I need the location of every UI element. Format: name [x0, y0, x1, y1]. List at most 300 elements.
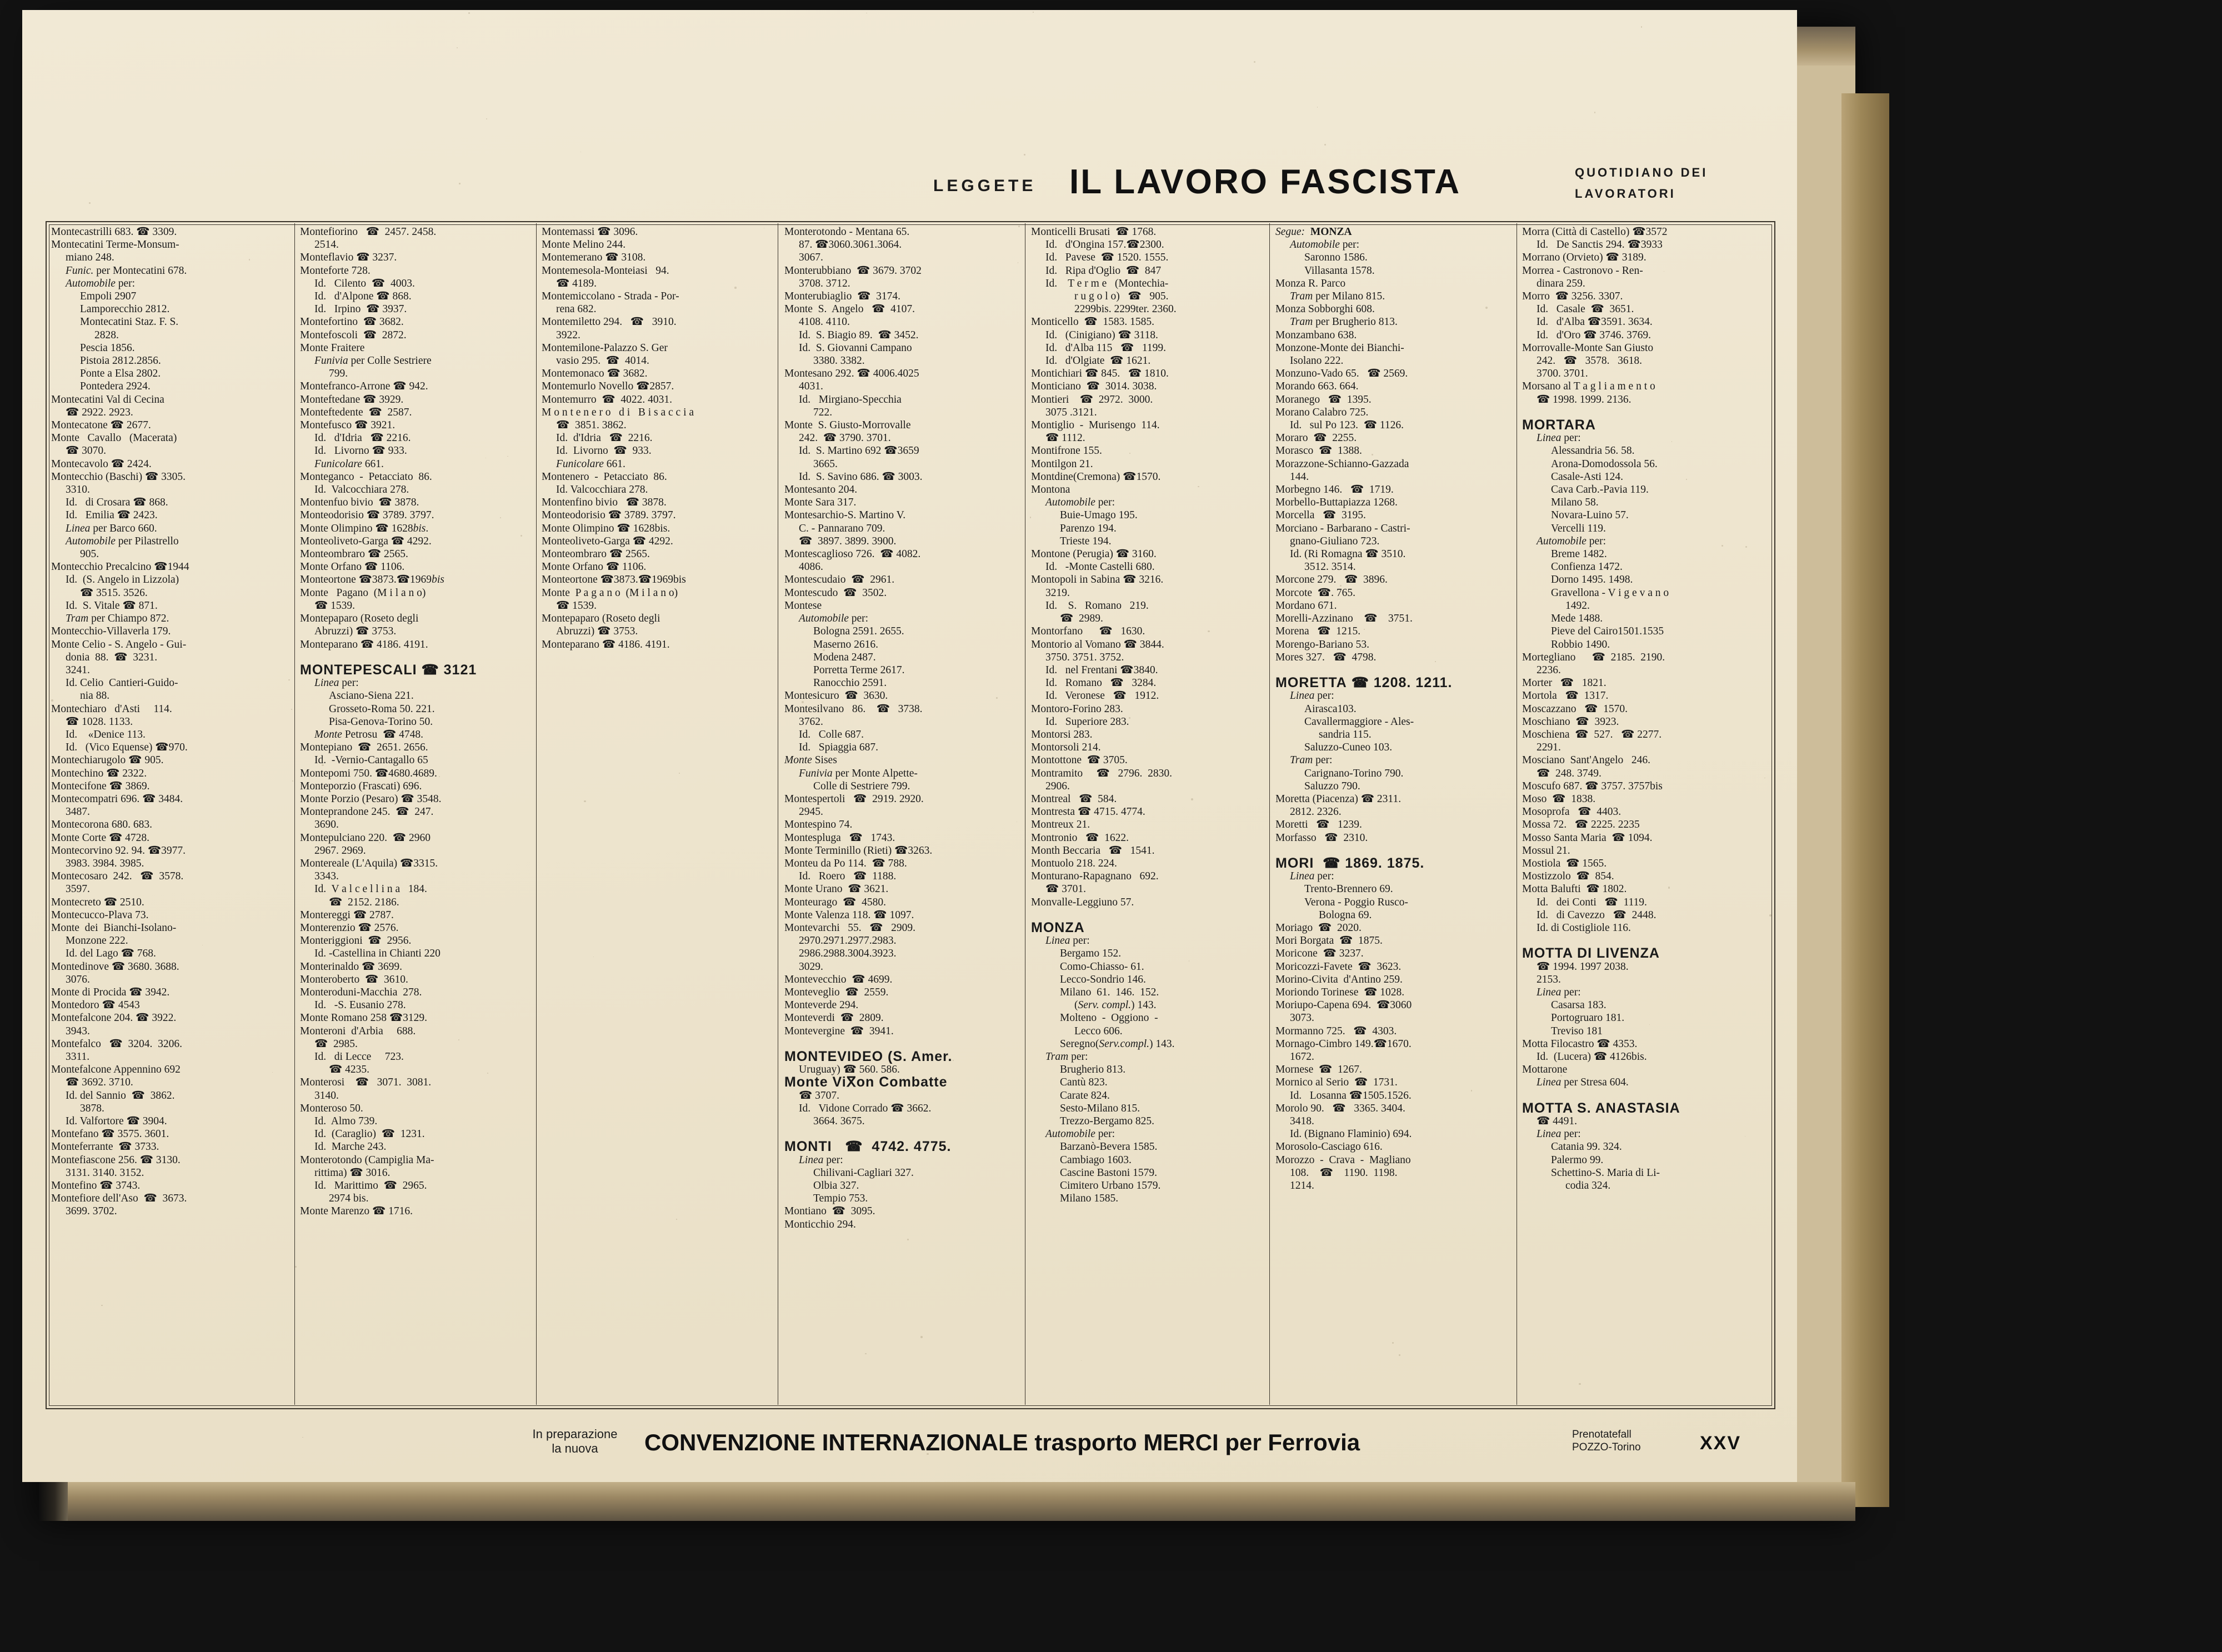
- directory-entry: Id. nel Frentani ☎3840.: [1045, 664, 1158, 676]
- directory-entry: Id. (Lucera) ☎ 4126bis.: [1537, 1051, 1647, 1063]
- directory-entry: Moscufo 687. ☎ 3757. 3757bis: [1522, 780, 1663, 792]
- directory-entry: Montramito ☎ 2796. 2830.: [1031, 767, 1172, 779]
- directory-entry: Mostiola ☎ 1565.: [1522, 857, 1607, 869]
- directory-entry: Montilgon 21.: [1031, 458, 1093, 470]
- paper-speck: [802, 701, 804, 703]
- paper-speck: [1364, 629, 1365, 630]
- directory-entry: Cascine Bastoni 1579.: [1060, 1167, 1157, 1179]
- directory-entry: Mornico al Serio ☎ 1731.: [1275, 1077, 1398, 1089]
- directory-entry: ☎ 3701.: [1045, 883, 1087, 895]
- directory-entry: Monte Fraitere: [300, 342, 365, 354]
- directory-entry: Montecatini Terme-Monsum-: [51, 239, 179, 251]
- directory-entry: Moso ☎ 1838.: [1522, 793, 1596, 805]
- directory-entry: Lecco-Sondrio 146.: [1060, 973, 1146, 985]
- directory-entry: Id. Losanna ☎1505.1526.: [1290, 1089, 1412, 1102]
- directory-entry: Montenero - Petacciato 86.: [542, 470, 667, 483]
- directory-entry: Moranego ☎ 1395.: [1275, 393, 1372, 406]
- directory-entry: Monte Porzio (Pesaro) ☎ 3548.: [300, 793, 442, 805]
- directory-entry: ☎ 3692. 3710.: [66, 1077, 133, 1089]
- directory-entry: Saluzzo 790.: [1304, 780, 1360, 792]
- directory-entry: Carate 824.: [1060, 1089, 1110, 1102]
- directory-entry: Morcone 279. ☎ 3896.: [1275, 574, 1388, 586]
- directory-entry: 2291.: [1537, 742, 1561, 754]
- paper-speck: [1392, 1342, 1394, 1344]
- directory-entry: MONZA: [1031, 919, 1085, 935]
- directory-entry: Bergamo 152.: [1060, 948, 1122, 960]
- directory-entry: Montecosaro 242. ☎ 3578.: [51, 870, 184, 883]
- book-page-edge: [1841, 93, 1889, 1507]
- directory-column-3: [542, 226, 772, 651]
- directory-entry: Moriago ☎ 2020.: [1275, 922, 1362, 934]
- directory-entry: Mortola ☎ 1317.: [1522, 690, 1609, 702]
- directory-entry: Grosseto-Roma 50. 221.: [329, 703, 435, 715]
- directory-entry: Id. (S. Angelo in Lizzola): [66, 574, 179, 586]
- directory-entry: Montemilone-Palazzo S. Ger: [542, 342, 668, 354]
- directory-entry: vasio 295. ☎ 4014.: [556, 355, 649, 367]
- directory-entry: Id. De Sanctis 294. ☎3933: [1537, 239, 1663, 251]
- directory-entry: 3762.: [799, 715, 823, 728]
- paper-speck: [1024, 154, 1025, 156]
- paper-speck: [953, 1060, 954, 1061]
- directory-entry: Monteoliveto-Garga ☎ 4292.: [542, 535, 673, 547]
- directory-entry: Id. (Ri Romagna ☎ 3510.: [1290, 548, 1406, 560]
- directory-entry: Montefano ☎ 3575. 3601.: [51, 1128, 169, 1140]
- paper-speck: [1671, 441, 1672, 442]
- directory-entry: 2970.2971.2977.2983.: [799, 935, 897, 947]
- directory-entry: Id. d'Oro ☎ 3746. 3769.: [1537, 329, 1651, 341]
- directory-entry: Lamporecchio 2812.: [80, 303, 170, 316]
- directory-entry: MORTARA: [1522, 417, 1596, 433]
- directory-entry: 3690.: [314, 819, 339, 831]
- directory-entry: Montefiascone 256. ☎ 3130.: [51, 1154, 181, 1166]
- directory-entry: Montreal ☎ 584.: [1031, 793, 1117, 805]
- directory-entry: Mosoprofa ☎ 4403.: [1522, 806, 1622, 818]
- directory-entry: Monte S. Giusto-Morrovalle: [784, 419, 911, 432]
- directory-entry: Moretti ☎ 1239.: [1275, 819, 1362, 831]
- directory-entry: rena 682.: [556, 303, 597, 316]
- directory-entry: 108. ☎ 1190. 1198.: [1290, 1167, 1398, 1179]
- directory-entry: Moschiena ☎ 527. ☎ 2277.: [1522, 728, 1662, 740]
- directory-entry: Morosolo-Casciago 616.: [1275, 1141, 1383, 1153]
- directory-entry: Funicolare 661.: [556, 458, 625, 470]
- directory-entry: Monteprandone 245. ☎ 247.: [300, 806, 434, 818]
- directory-entry: Montepaparo (Roseto degli: [542, 613, 660, 625]
- footer-headline: CONVENZIONE INTERNAZIONALE trasporto MERCI per Ferrovia: [644, 1429, 1360, 1455]
- directory-entry: Morolo 90. ☎ 3365. 3404.: [1275, 1102, 1405, 1114]
- directory-entry: Montefalcone 204. ☎ 3922.: [51, 1012, 177, 1024]
- directory-entry: ☎ 3897. 3899. 3900.: [799, 535, 897, 547]
- directory-entry: 3131. 3140. 3152.: [66, 1167, 144, 1179]
- directory-entry: gnano-Giuliano 723.: [1290, 535, 1380, 547]
- directory-entry: Linea per:: [314, 677, 359, 689]
- directory-entry: Id. Cilento ☎ 4003.: [314, 277, 415, 289]
- directory-entry: Milano 1585.: [1060, 1193, 1119, 1205]
- directory-entry: Montespino 74.: [784, 819, 853, 831]
- directory-entry: rittima) ☎ 3016.: [314, 1167, 391, 1179]
- directory-entry: Monterubbiano ☎ 3679. 3702: [784, 264, 922, 277]
- directory-entry: (Serv. compl.) 143.: [1074, 999, 1157, 1012]
- directory-entry: Monteroberto ☎ 3610.: [300, 973, 408, 985]
- book-bottom-edge: [39, 1482, 1855, 1521]
- directory-entry: Montechiaro d'Asti 114.: [51, 703, 172, 715]
- directory-entry: Monte Olimpino ☎ 1628bis.: [300, 522, 429, 534]
- directory-entry: Mosso Santa Maria ☎ 1094.: [1522, 832, 1653, 844]
- directory-column-5: [1031, 226, 1264, 1205]
- paper-speck: [1721, 545, 1723, 547]
- directory-entry: Monteurago ☎ 4580.: [784, 896, 886, 908]
- directory-entry: 4086.: [799, 561, 823, 573]
- directory-entry: Monte Viⴳon Combatte: [784, 1074, 948, 1090]
- directory-entry: Moriondo Torinese ☎ 1028.: [1275, 986, 1405, 998]
- directory-entry: Morcella ☎ 3195.: [1275, 509, 1366, 522]
- directory-entry: Montenfuo bivio ☎ 3878.: [300, 497, 419, 509]
- banner-qualifier-line2: LAVORATORI: [1575, 187, 1676, 201]
- directory-entry: Montemassi ☎ 3096.: [542, 226, 638, 238]
- directory-entry: Montereggi ☎ 2787.: [300, 909, 394, 921]
- directory-entry: Montiano ☎ 3095.: [784, 1205, 875, 1218]
- directory-entry: MOTTA S. ANASTASIA: [1522, 1100, 1680, 1116]
- directory-entry: Id. Vidone Corrado ☎ 3662.: [799, 1102, 932, 1114]
- banner-leggete-label: LEGGETE: [933, 177, 1037, 195]
- paper-speck: [249, 259, 251, 261]
- directory-entry: Montecreto ☎ 2510.: [51, 896, 144, 908]
- directory-entry: Monte Romano 258 ☎3129.: [300, 1012, 428, 1024]
- directory-entry: MONTEPESCALI ☎ 3121: [300, 662, 477, 678]
- directory-entry: Id. -Monte Castelli 680.: [1045, 561, 1155, 573]
- directory-entry: Montesicuro ☎ 3630.: [784, 690, 888, 702]
- directory-entry: Monteroso 50.: [300, 1102, 363, 1114]
- directory-entry: Id. Valfortore ☎ 3904.: [66, 1115, 167, 1128]
- directory-entry: Monterinaldo ☎ 3699.: [300, 960, 403, 973]
- directory-entry: Id. Ripa d'Oglio ☎ 847: [1045, 264, 1162, 277]
- directory-entry: Moschiano ☎ 3923.: [1522, 715, 1619, 728]
- directory-entry: Cantù 823.: [1060, 1077, 1108, 1089]
- directory-entry: Monteverde 294.: [784, 999, 859, 1012]
- directory-entry: Pieve del Cairo1501.1535: [1551, 625, 1664, 638]
- directory-entry: ☎ 1112.: [1045, 432, 1085, 444]
- directory-entry: donia 88. ☎ 3231.: [66, 651, 158, 663]
- directory-entry: Linea per:: [799, 1154, 843, 1166]
- directory-entry: Id. Casale ☎ 3651.: [1537, 303, 1634, 316]
- directory-entry: Monte Orfano ☎ 1106.: [542, 561, 647, 573]
- directory-entry: Treviso 181: [1551, 1025, 1603, 1037]
- directory-entry: Monte Corte ☎ 4728.: [51, 832, 150, 844]
- directory-entry: Mede 1488.: [1551, 613, 1603, 625]
- directory-entry: Confienza 1472.: [1551, 561, 1623, 573]
- directory-entry: Mordano 671.: [1275, 599, 1337, 612]
- directory-entry: Id. Livorno ☎ 933.: [556, 445, 652, 457]
- directory-entry: Automobile per:: [1045, 497, 1115, 509]
- directory-entry: Id. T e r m e (Montechia-: [1045, 277, 1169, 289]
- directory-entry: Monte Valenza 118. ☎ 1097.: [784, 909, 914, 921]
- directory-entry: 3750. 3751. 3752.: [1045, 651, 1124, 663]
- directory-entry: Parenzo 194.: [1060, 522, 1117, 534]
- directory-entry: Tram per Brugherio 813.: [1290, 316, 1398, 328]
- directory-entry: 3699. 3702.: [66, 1205, 117, 1218]
- footer-left-note: [511, 1427, 639, 1456]
- directory-entry: Monte Pagano (M i l a n o): [300, 587, 426, 599]
- paper-speck: [734, 287, 736, 288]
- paper-speck: [1324, 144, 1327, 146]
- directory-entry: Monvalle-Leggiuno 57.: [1031, 896, 1134, 908]
- directory-entry: Id. Livorno ☎ 933.: [314, 445, 407, 457]
- directory-entry: 2967. 2969.: [314, 844, 366, 857]
- directory-entry: r u g o l o) ☎ 905.: [1074, 291, 1169, 303]
- directory-column-7: [1522, 226, 1766, 1192]
- directory-entry: Id. (Caraglio) ☎ 1231.: [314, 1128, 425, 1140]
- directory-entry: Linea per Barco 660.: [66, 522, 157, 534]
- directory-entry: Montevecchio ☎ 4699.: [784, 973, 893, 985]
- directory-entry: Id. Valcocchiara 278.: [314, 484, 409, 496]
- directory-column-4: [784, 226, 1020, 1231]
- directory-entry: Montedinove ☎ 3680. 3688.: [51, 960, 179, 973]
- directory-entry: Montresta ☎ 4715. 4774.: [1031, 806, 1145, 818]
- directory-entry: Montemerano ☎ 3108.: [542, 252, 646, 264]
- directory-entry: Funic. per Montecatini 678.: [66, 264, 187, 277]
- directory-entry: Id. «Denice 113.: [66, 728, 146, 740]
- footer-left-line2: la nuova: [552, 1441, 598, 1455]
- directory-entry: Id. S. Savino 686. ☎ 3003.: [799, 470, 923, 483]
- directory-entry: Monturano-Rapagnano 692.: [1031, 870, 1159, 883]
- directory-entry: 722.: [813, 406, 833, 418]
- directory-entry: Monza Sobborghi 608.: [1275, 303, 1375, 316]
- directory-entry: Monterosi ☎ 3071. 3081.: [300, 1077, 432, 1089]
- directory-entry: Montopoli in Sabina ☎ 3216.: [1031, 574, 1164, 586]
- directory-entry: 2974 bis.: [329, 1193, 369, 1205]
- directory-entry: Id. Romano ☎ 3284.: [1045, 677, 1157, 689]
- directory-entry: Robbio 1490.: [1551, 638, 1610, 650]
- directory-entry: 2153.: [1537, 973, 1561, 985]
- directory-entry: Trieste 194.: [1060, 535, 1112, 547]
- directory-entry: Montevarchi 55. ☎ 2909.: [784, 922, 916, 934]
- directory-entry: Tram per:: [1290, 754, 1333, 767]
- directory-entry: Segue: MONZA: [1275, 226, 1352, 238]
- directory-entry: Id. S. Romano 219.: [1045, 599, 1149, 612]
- directory-entry: Automobile per:: [66, 277, 136, 289]
- directory-entry: nia 88.: [80, 690, 110, 702]
- directory-entry: Montecucco-Plava 73.: [51, 909, 149, 921]
- directory-entry: 3512. 3514.: [1304, 561, 1356, 573]
- column-rule-5: [1269, 223, 1270, 1405]
- directory-entry: 3597.: [66, 883, 90, 895]
- directory-entry: 3029.: [799, 960, 823, 973]
- directory-entry: Monteganco - Petacciato 86.: [300, 470, 432, 483]
- directory-entry: Morazzone-Schianno-Gazzada: [1275, 458, 1409, 470]
- directory-entry: Morrano (Orvieto) ☎ 3189.: [1522, 252, 1647, 264]
- directory-entry: Monteverdi ☎ 2809.: [784, 1012, 884, 1024]
- advertisement-banner: [933, 160, 1755, 216]
- directory-entry: 3418.: [1290, 1115, 1314, 1128]
- directory-entry: Moretta (Piacenza) ☎ 2311.: [1275, 793, 1402, 805]
- directory-entry: Linea per:: [1290, 690, 1334, 702]
- directory-entry: Montifrone 155.: [1031, 445, 1102, 457]
- directory-entry: Montescudo ☎ 3502.: [784, 587, 887, 599]
- paper-speck: [1129, 453, 1130, 454]
- directory-entry: Montechiarugolo ☎ 905.: [51, 754, 164, 767]
- directory-entry: Mori Borgata ☎ 1875.: [1275, 935, 1383, 947]
- directory-entry: Linea per:: [1537, 1128, 1581, 1140]
- directory-entry: Montecavolo ☎ 2424.: [51, 458, 152, 470]
- directory-entry: Id. di Crosara ☎ 868.: [66, 497, 168, 509]
- directory-entry: Dorno 1495. 1498.: [1551, 574, 1633, 586]
- directory-entry: codia 324.: [1565, 1180, 1611, 1192]
- directory-entry: Monte Sara 317.: [784, 497, 857, 509]
- directory-entry: Montecchio (Baschi) ☎ 3305.: [51, 470, 186, 483]
- directory-entry: Id. d'Idria ☎ 2216.: [314, 432, 411, 444]
- directory-entry: Maserno 2616.: [813, 638, 878, 650]
- directory-entry: 4108. 4110.: [799, 316, 850, 328]
- directory-entry: ☎ 248. 3749.: [1537, 767, 1602, 779]
- directory-entry: Montefusco ☎ 3921.: [300, 419, 396, 432]
- directory-entry: Monteodorisio ☎ 3789. 3797.: [300, 509, 434, 522]
- directory-entry: Montefino ☎ 3743.: [51, 1180, 141, 1192]
- directory-entry: ☎ 1998. 1999. 2136.: [1537, 393, 1632, 406]
- directory-entry: ☎ 3707.: [799, 1089, 840, 1102]
- directory-entry: Monteortone ☎3873.☎1969bis: [542, 574, 686, 586]
- directory-entry: Montepomi 750. ☎4680.4689.: [300, 767, 437, 779]
- directory-entry: Id. d'Alpone ☎ 868.: [314, 291, 412, 303]
- directory-entry: Montronio ☎ 1622.: [1031, 832, 1129, 844]
- directory-entry: Id. Roero ☎ 1188.: [799, 870, 897, 883]
- directory-entry: Montorfano ☎ 1630.: [1031, 625, 1145, 638]
- paper-speck: [1625, 1083, 1627, 1084]
- directory-entry: Trezzo-Bergamo 825.: [1060, 1115, 1155, 1128]
- directory-entry: Montemiletto 294. ☎ 3910.: [542, 316, 677, 328]
- directory-entry: Monzuno-Vado 65. ☎ 2569.: [1275, 368, 1408, 380]
- directory-entry: Motta Balufti ☎ 1802.: [1522, 883, 1627, 895]
- footer-advertisement: [511, 1424, 1772, 1471]
- paper-speck: [1769, 914, 1771, 917]
- paper-speck: [1686, 479, 1687, 480]
- directory-entry: Montemurlo Novello ☎2857.: [542, 381, 674, 393]
- directory-entry: Monte Marenzo ☎ 1716.: [300, 1205, 413, 1218]
- paper-speck: [51, 699, 53, 702]
- directory-entry: 3922.: [556, 329, 580, 341]
- directory-entry: 2906.: [1045, 780, 1070, 792]
- directory-entry: Tram per:: [1045, 1051, 1088, 1063]
- directory-entry: ☎ 4235.: [329, 1064, 370, 1076]
- directory-entry: Monte S. Angelo ☎ 4107.: [784, 303, 915, 316]
- directory-entry: Palermo 99.: [1551, 1154, 1604, 1166]
- directory-entry: 2986.2988.3004.3923.: [799, 948, 897, 960]
- paper-speck: [1579, 1383, 1580, 1385]
- directory-entry: dinara 259.: [1537, 277, 1585, 289]
- directory-entry: Ponte a Elsa 2802.: [80, 368, 161, 380]
- directory-entry: Montecastrilli 683. ☎ 3309.: [51, 226, 177, 238]
- directory-entry: Abruzzi) ☎ 3753.: [314, 625, 397, 638]
- directory-entry: 1672.: [1290, 1051, 1314, 1063]
- directory-entry: Id. d'Alba ☎3591. 3634.: [1537, 316, 1653, 328]
- paper-speck: [1030, 517, 1031, 518]
- column-rule-1: [294, 223, 295, 1405]
- directory-entry: Montone (Perugia) ☎ 3160.: [1031, 548, 1157, 560]
- directory-entry: Monteferrante ☎ 3733.: [51, 1141, 159, 1153]
- directory-entry: Monteu da Po 114. ☎ 788.: [784, 857, 907, 869]
- directory-entry: Monterenzio ☎ 2576.: [300, 922, 399, 934]
- directory-entry: Motta Filocastro ☎ 4353.: [1522, 1038, 1638, 1050]
- directory-entry: Montecorona 680. 683.: [51, 819, 152, 831]
- directory-entry: Id. Emilia ☎ 2423.: [66, 509, 158, 522]
- directory-entry: MORI ☎ 1869. 1875.: [1275, 855, 1425, 871]
- directory-entry: Sesto-Milano 815.: [1060, 1102, 1140, 1114]
- directory-entry: Morcote ☎. 765.: [1275, 587, 1355, 599]
- directory-entry: 905.: [80, 548, 99, 560]
- directory-entry: Monteodorisio ☎ 3789. 3797.: [542, 509, 676, 522]
- directory-entry: Morengo-Bariano 53.: [1275, 638, 1369, 650]
- directory-entry: Montefortino ☎ 3682.: [300, 316, 404, 328]
- directory-entry: Id. Spiaggia 687.: [799, 742, 878, 754]
- paper-speck: [1641, 26, 1643, 28]
- directory-entry: Gravellona - V i g e v a n o: [1551, 587, 1669, 599]
- directory-entry: 3665.: [813, 458, 838, 470]
- paper-speck: [1129, 717, 1130, 719]
- directory-entry: Mores 327. ☎ 4798.: [1275, 651, 1377, 663]
- directory-entry: Montemurro ☎ 4022. 4031.: [542, 393, 672, 406]
- directory-entry: 3075 .3121.: [1045, 406, 1097, 418]
- directory-entry: Id. Marche 243.: [314, 1141, 387, 1153]
- directory-entry: Morter ☎ 1821.: [1522, 677, 1607, 689]
- directory-entry: Morino-Civita d'Antino 259.: [1275, 973, 1403, 985]
- directory-entry: Bologna 2591. 2655.: [813, 625, 904, 638]
- paper-speck: [89, 202, 91, 204]
- directory-column-2: [300, 226, 531, 1218]
- directory-entry: Automobile per Pilastrello: [66, 535, 179, 547]
- directory-entry: Id. (Cinigiano) ☎ 3118.: [1045, 329, 1158, 341]
- directory-entry: Id. S. Giovanni Campano: [799, 342, 912, 354]
- directory-entry: Montecompatri 696. ☎ 3484.: [51, 793, 183, 805]
- directory-entry: Mornago-Cimbro 149.☎1670.: [1275, 1038, 1412, 1050]
- directory-entry: Monte Terminillo (Rieti) ☎3263.: [784, 844, 933, 857]
- directory-entry: Monticiano ☎ 3014. 3038.: [1031, 381, 1157, 393]
- footer-left-line1: In preparazione: [532, 1427, 618, 1441]
- directory-entry: Montereale (L'Aquila) ☎3315.: [300, 857, 438, 869]
- directory-entry: Id. d'Alba 115 ☎ 1199.: [1045, 342, 1167, 354]
- directory-entry: Morelli-Azzinano ☎ 3751.: [1275, 613, 1413, 625]
- footer-right-line2: POZZO-Torino: [1572, 1441, 1641, 1453]
- directory-entry: Porretta Terme 2617.: [813, 664, 905, 676]
- directory-entry: Morena ☎ 1215.: [1275, 625, 1361, 638]
- directory-entry: Trento-Brennero 69.: [1304, 883, 1393, 895]
- directory-entry: ☎ 4189.: [556, 277, 597, 289]
- directory-entry: 144.: [1290, 470, 1309, 483]
- paper-speck: [101, 1305, 102, 1306]
- paper-speck: [996, 697, 998, 699]
- paper-speck: [486, 118, 487, 119]
- directory-entry: Morbello-Buttapiazza 1268.: [1275, 497, 1398, 509]
- directory-entry: Montottone ☎ 3705.: [1031, 754, 1128, 767]
- directory-entry: Buie-Umago 195.: [1060, 509, 1138, 522]
- directory-entry: Milano 61. 146. 152.: [1060, 986, 1159, 998]
- directory-entry: ☎ 1028. 1133.: [66, 715, 133, 728]
- directory-entry: 4031.: [799, 381, 823, 393]
- directory-entry: Morrovalle-Monte San Giusto: [1522, 342, 1654, 354]
- directory-entry: Mostizzolo ☎ 854.: [1522, 870, 1614, 883]
- directory-entry: Morozzo - Crava - Magliano: [1275, 1154, 1411, 1166]
- paper-speck: [1254, 61, 1255, 63]
- directory-entry: Monte dei Bianchi-Isolano-: [51, 922, 177, 934]
- directory-entry: Catania 99. 324.: [1551, 1141, 1622, 1153]
- directory-entry: Vercelli 119.: [1551, 522, 1606, 534]
- directory-entry: Funivia per Colle Sestriere: [314, 355, 432, 367]
- directory-entry: Linea per Stresa 604.: [1537, 1077, 1629, 1089]
- directory-entry: Monterotondo - Mentana 65.: [784, 226, 910, 238]
- directory-entry: Montese: [784, 599, 822, 612]
- directory-entry: Montieri ☎ 2972. 3000.: [1031, 393, 1153, 406]
- directory-entry: Id. di Lecce 723.: [314, 1051, 404, 1063]
- directory-entry: Montesilvano 86. ☎ 3738.: [784, 703, 923, 715]
- directory-entry: 2945.: [799, 806, 823, 818]
- directory-entry: Asciano-Siena 221.: [329, 690, 414, 702]
